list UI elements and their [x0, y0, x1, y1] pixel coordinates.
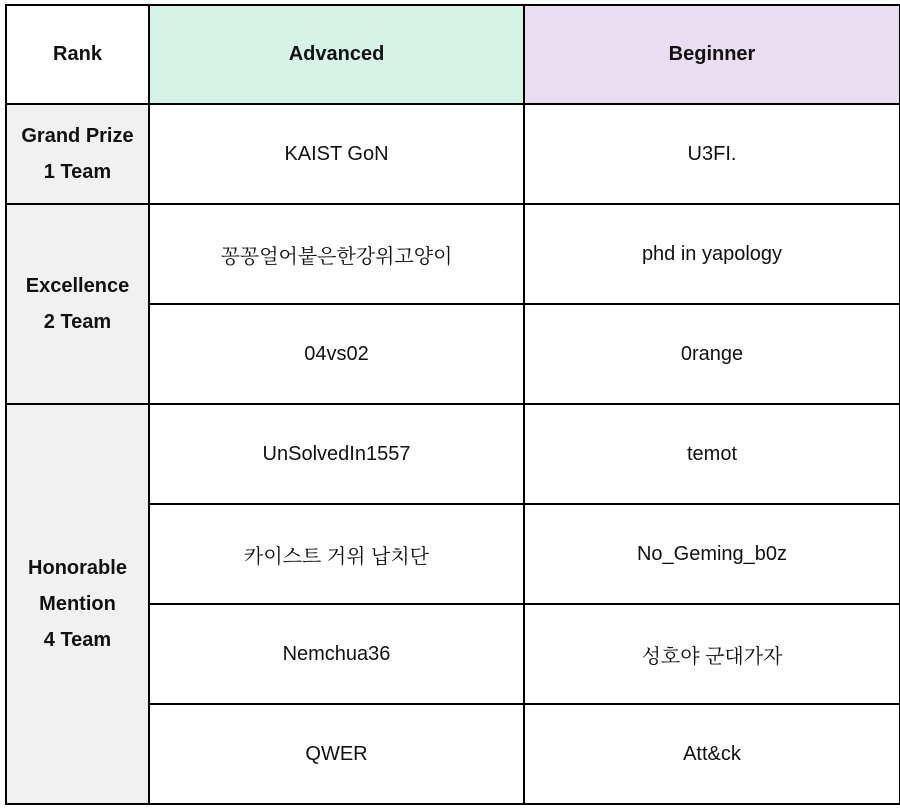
- rank-label-line: Excellence: [25, 275, 130, 297]
- beginner-team-cell: 0range: [524, 304, 900, 404]
- advanced-team-cell: 카이스트 거위 납치단: [149, 504, 524, 604]
- table-row: [6, 404, 900, 504]
- advanced-team-cell: KAIST GoN: [149, 104, 524, 204]
- table-row: [6, 104, 900, 204]
- rank-header: Rank: [6, 5, 149, 104]
- beginner-team-cell: Att&ck: [524, 704, 900, 804]
- beginner-team-cell: 성호야 군대가자: [524, 604, 900, 704]
- advanced-team-cell: 04vs02: [149, 304, 524, 404]
- table-row: [6, 204, 900, 304]
- rank-label-line: Mention: [39, 593, 116, 615]
- advanced-header: Advanced: [149, 5, 524, 104]
- advanced-team-cell: QWER: [149, 704, 524, 804]
- rank-label-line: 2 Team: [43, 311, 112, 333]
- rank-label-line: 1 Team: [43, 161, 112, 183]
- advanced-team-cell: Nemchua36: [149, 604, 524, 704]
- beginner-header: Beginner: [524, 5, 900, 104]
- rank-label-line: 4 Team: [43, 629, 112, 651]
- header-row: [6, 5, 900, 104]
- beginner-team-cell: phd in yapology: [524, 204, 900, 304]
- rank-label-line: Honorable: [28, 557, 127, 579]
- rank-label-line: Grand Prize: [21, 125, 134, 147]
- beginner-team-cell: No_Geming_b0z: [524, 504, 900, 604]
- rank-honorable-mention: [6, 404, 149, 804]
- beginner-team-cell: U3FI.: [524, 104, 900, 204]
- rank-excellence: [6, 204, 149, 404]
- beginner-team-cell: temot: [524, 404, 900, 504]
- advanced-team-cell: UnSolvedIn1557: [149, 404, 524, 504]
- rank-grand-prize: [6, 104, 149, 204]
- awards-table: [5, 4, 900, 805]
- advanced-team-cell: 꽁꽁얼어붙은한강위고양이: [149, 204, 524, 304]
